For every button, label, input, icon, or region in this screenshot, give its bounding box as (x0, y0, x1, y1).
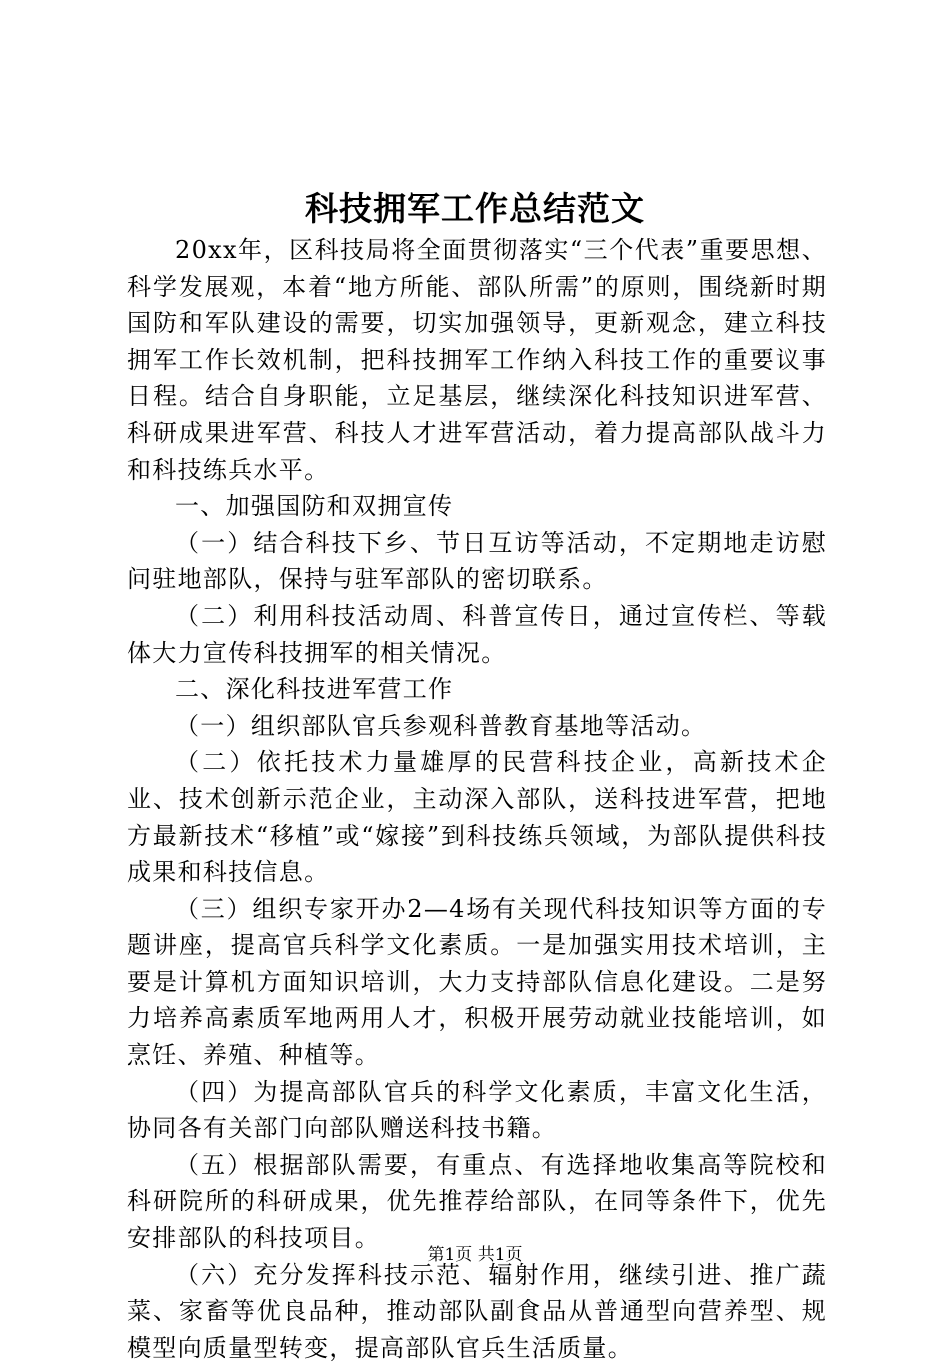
intro-paragraph: 20xx年，区科技局将全面贯彻落实“三个代表”重要思想、科学发展观，本着“地方所能、部队所需”的原则，围绕新时期国防和军队建设的需要，切实加强领导，更新观念，建立科技拥军工作长效机制，把科技拥军工作纳入科技工作的重要议事日程。结合自身职能，立足基层，继续深化科技知识进军营、科研成果进军营、科技人才进军营活动，着力提高部队战斗力和科技练兵水平。 (127, 236, 827, 484)
section-2-item-1: （一）组织部队官兵参观科普教育基地等活动。 (175, 711, 707, 740)
section-2-item-5: （五）根据部队需要，有重点、有选择地收集高等院校和科研院所的科研成果，优先推荐给部队，在同等条件下，优先安排部队的科技项目。 (127, 1150, 827, 1253)
section-heading-2: 二、深化科技进军营工作 (175, 675, 454, 704)
section-heading-1: 一、加强国防和双拥宣传 (175, 492, 454, 521)
section-2-item-6: （六）充分发挥科技示范、辐射作用，继续引进、推广蔬菜、家畜等优良品种，推动部队副食品从普通型向营养型、规模型向质量型转变，提高部队官兵生活质量。 (127, 1260, 827, 1362)
document-title: 科技拥军工作总结范文 (305, 189, 645, 228)
section-1-item-2: （二）利用科技活动周、科普宣传日，通过宣传栏、等载体大力宣传科技拥军的相关情况。 (127, 601, 827, 667)
document-body (127, 232, 827, 1366)
section-2-item-2: （二）依托技术力量雄厚的民营科技企业，高新技术企业、技术创新示范企业，主动深入部队，送科技进军营，把地方最新技术“移植”或“嫁接”到科技练兵领域，为部队提供科技成果和科技信息。 (127, 748, 827, 887)
page-footer: 第1页 共1页 (427, 1245, 523, 1265)
section-1-item-1: （一）结合科技下乡、节日互访等活动，不定期地走访慰问驻地部队，保持与驻军部队的密切联系。 (127, 528, 827, 594)
section-2-item-3: （三）组织专家开办2—4场有关现代科技知识等方面的专题讲座，提高官兵科学文化素质。一是加强实用技术培训，主要是计算机方面知识培训，大力支持部队信息化建设。二是努力培养高素质军地两用人才，积极开展劳动就业技能培训，如烹饪、养殖、种植等。 (127, 894, 827, 1070)
section-2-item-4: （四）为提高部队官兵的科学文化素质，丰富文化生活，协同各有关部门向部队赠送科技书籍。 (127, 1077, 827, 1143)
